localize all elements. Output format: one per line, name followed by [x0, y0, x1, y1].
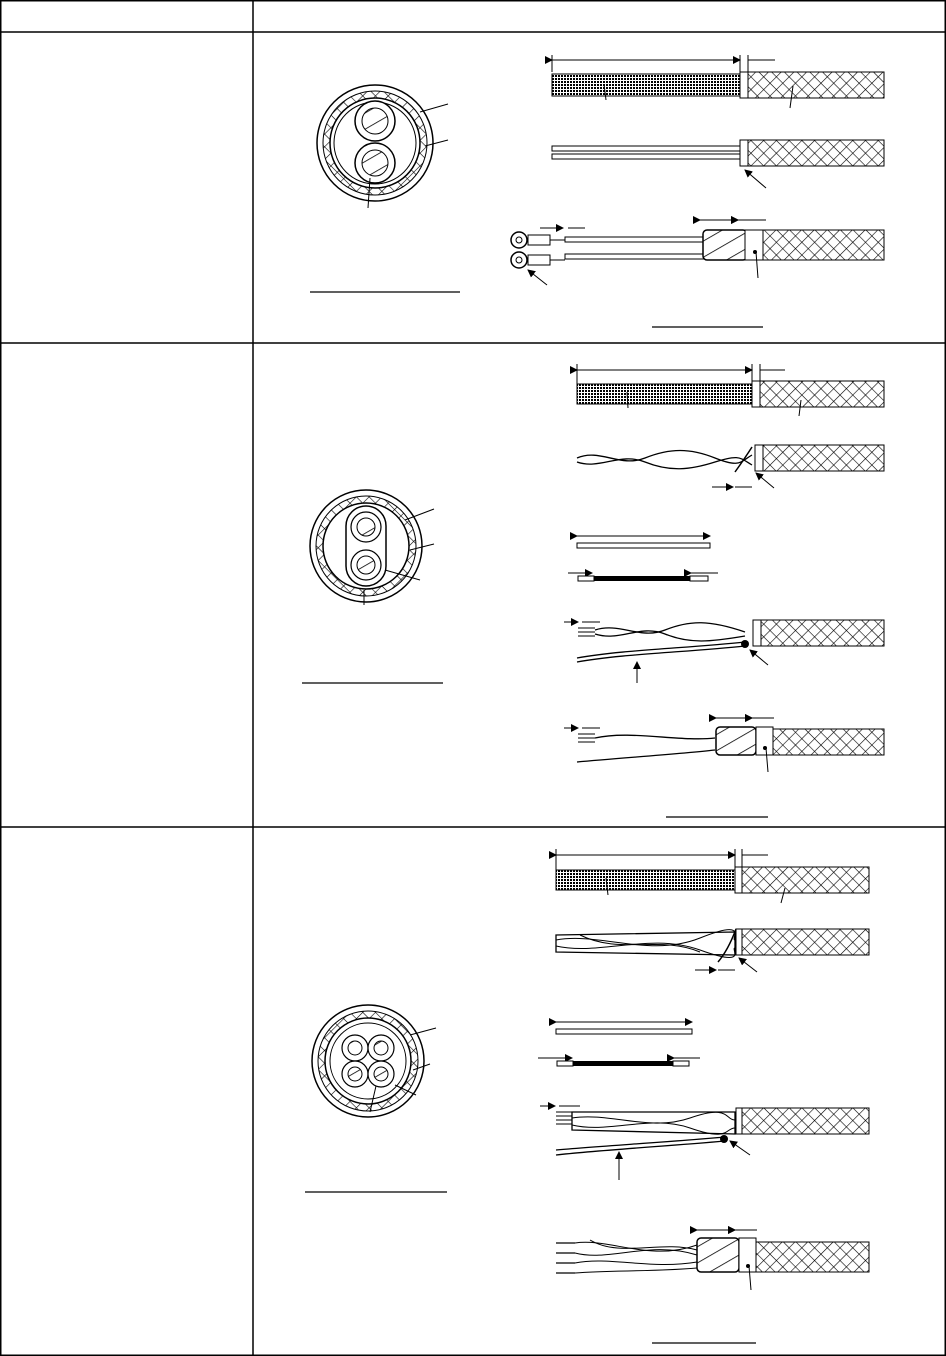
crimp-terminal-icon [511, 232, 550, 268]
twisted-pair-icon [577, 451, 752, 469]
row-3 [305, 849, 869, 1343]
tape-wrap-icon [716, 727, 756, 755]
row-1 [310, 55, 884, 327]
tape-wrap-icon [697, 1238, 739, 1272]
row-2 [302, 364, 884, 817]
cable-cross-section-icon [310, 490, 434, 605]
cable-cross-section-icon [312, 1005, 436, 1117]
cable-cross-section-icon [317, 85, 448, 208]
